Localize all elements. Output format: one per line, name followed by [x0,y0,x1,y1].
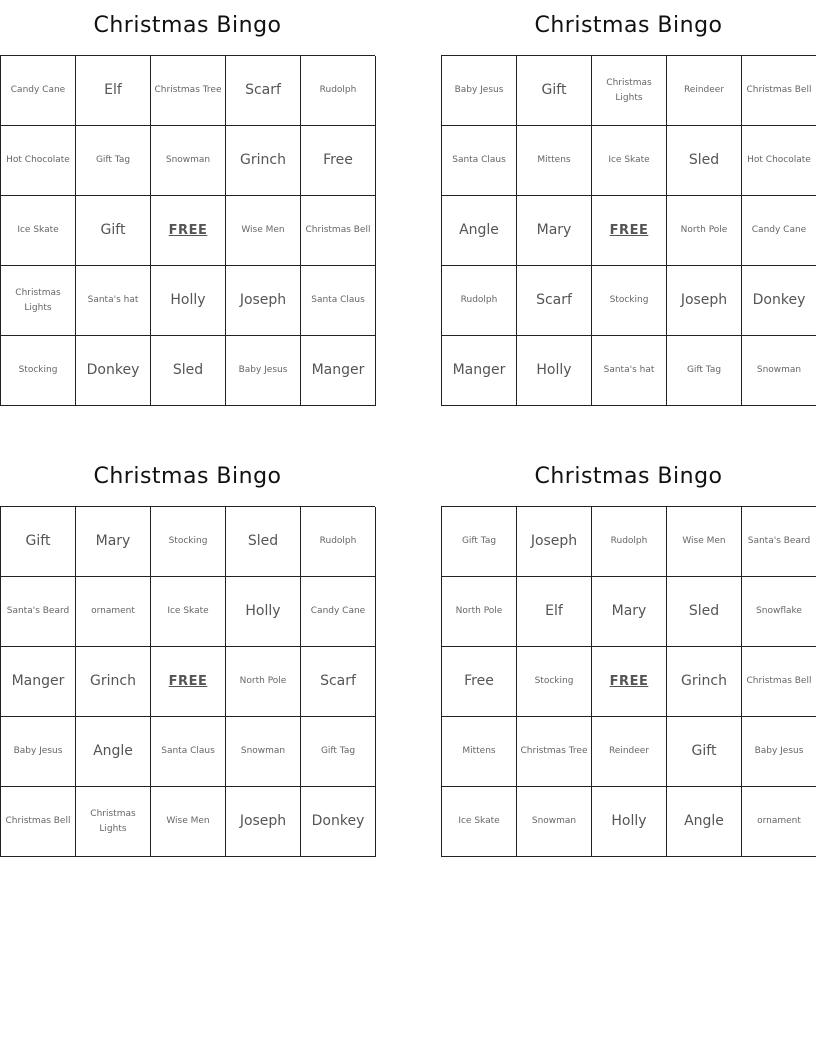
bingo-cell: Angle [667,787,742,857]
free-space-cell: FREE [151,647,226,717]
bingo-cell: Mary [517,196,592,266]
bingo-cell: Joseph [517,507,592,577]
bingo-cell: Stocking [592,266,667,336]
bingo-card-3 [0,451,375,857]
card-title: Christmas Bingo [93,464,282,489]
bingo-cell: Ice Skate [151,577,226,647]
bingo-cell: Reindeer [667,56,742,126]
bingo-cell: Snowflake [742,577,816,647]
bingo-cell: Christmas Bell [1,787,76,857]
bingo-cell: Christmas Tree [517,717,592,787]
bingo-cell: Sled [667,577,742,647]
bingo-cell: Holly [517,336,592,406]
bingo-cell: Gift [1,507,76,577]
bingo-cell: Ice Skate [1,196,76,266]
bingo-cell: Christmas Lights [76,787,151,857]
bingo-cell: Candy Cane [742,196,816,266]
bingo-cell: Gift [517,56,592,126]
bingo-cell: Sled [151,336,226,406]
bingo-cell: Stocking [1,336,76,406]
bingo-cell: Rudolph [301,56,376,126]
bingo-cell: Mary [592,577,667,647]
bingo-cell: North Pole [442,577,517,647]
bingo-cell: Santa Claus [151,717,226,787]
bingo-cell: Gift Tag [667,336,742,406]
bingo-cell: Rudolph [442,266,517,336]
bingo-cell: Christmas Bell [742,56,816,126]
bingo-cell: Snowman [226,717,301,787]
bingo-cell: Scarf [226,56,301,126]
bingo-cell: Donkey [742,266,816,336]
free-space-cell: FREE [151,196,226,266]
bingo-cell: Mary [76,507,151,577]
bingo-cell: Snowman [151,126,226,196]
bingo-cell: Snowman [742,336,816,406]
bingo-cell: Santa's Beard [1,577,76,647]
bingo-cell: Gift Tag [442,507,517,577]
bingo-cell: Christmas Tree [151,56,226,126]
bingo-cell: Christmas Bell [742,647,816,717]
bingo-cell: Holly [226,577,301,647]
bingo-cell: Christmas Lights [1,266,76,336]
bingo-cell: Gift Tag [76,126,151,196]
bingo-cell: Baby Jesus [1,717,76,787]
bingo-cell: Christmas Bell [301,196,376,266]
bingo-cell: Mittens [517,126,592,196]
free-space-cell: FREE [592,647,667,717]
bingo-cell: Ice Skate [442,787,517,857]
bingo-cell: Joseph [226,266,301,336]
bingo-grid [441,506,816,857]
bingo-cell: Wise Men [151,787,226,857]
bingo-cell: Angle [76,717,151,787]
bingo-cell: Santa's hat [76,266,151,336]
bingo-cell: Gift [667,717,742,787]
free-space-cell: FREE [592,196,667,266]
bingo-grid [441,55,816,406]
bingo-cell: Elf [517,577,592,647]
bingo-cell: Santa's Beard [742,507,816,577]
card-title: Christmas Bingo [534,13,723,38]
bingo-cell: Candy Cane [301,577,376,647]
bingo-cell: Baby Jesus [742,717,816,787]
bingo-cell: Donkey [76,336,151,406]
bingo-cell: Donkey [301,787,376,857]
bingo-cell: Stocking [517,647,592,717]
bingo-cell: Wise Men [226,196,301,266]
bingo-cell: Santa's hat [592,336,667,406]
bingo-cell: Santa Claus [301,266,376,336]
bingo-cell: Christmas Lights [592,56,667,126]
bingo-cell: Baby Jesus [226,336,301,406]
bingo-cell: Baby Jesus [442,56,517,126]
bingo-cell: Grinch [76,647,151,717]
bingo-cell: Manger [442,336,517,406]
bingo-cell: Grinch [226,126,301,196]
card-title: Christmas Bingo [93,13,282,38]
bingo-grid [0,506,375,857]
bingo-cell: Scarf [301,647,376,717]
bingo-cell: Gift [76,196,151,266]
bingo-cell: Sled [667,126,742,196]
bingo-card-1 [0,0,375,406]
bingo-cell: Manger [301,336,376,406]
bingo-cell: Free [442,647,517,717]
bingo-cell: Free [301,126,376,196]
bingo-card-2 [441,0,816,406]
bingo-cell: Sled [226,507,301,577]
bingo-cell: Rudolph [592,507,667,577]
bingo-cell: Hot Chocolate [1,126,76,196]
bingo-cell: Stocking [151,507,226,577]
bingo-cell: Angle [442,196,517,266]
bingo-cell: Manger [1,647,76,717]
bingo-cell: Rudolph [301,507,376,577]
bingo-cell: Holly [151,266,226,336]
bingo-cell: North Pole [667,196,742,266]
bingo-cell: Snowman [517,787,592,857]
bingo-cell: Hot Chocolate [742,126,816,196]
bingo-cell: Grinch [667,647,742,717]
bingo-cell: ornament [742,787,816,857]
bingo-cell: ornament [76,577,151,647]
bingo-grid [0,55,375,406]
bingo-cell: Joseph [226,787,301,857]
bingo-cell: Holly [592,787,667,857]
bingo-cell: Wise Men [667,507,742,577]
card-title: Christmas Bingo [534,464,723,489]
bingo-cell: Ice Skate [592,126,667,196]
bingo-cell: Elf [76,56,151,126]
bingo-cell: Joseph [667,266,742,336]
bingo-cell: Scarf [517,266,592,336]
bingo-card-4 [441,451,816,857]
bingo-cell: Mittens [442,717,517,787]
bingo-cell: Reindeer [592,717,667,787]
bingo-cell: North Pole [226,647,301,717]
bingo-cell: Candy Cane [1,56,76,126]
bingo-cell: Santa Claus [442,126,517,196]
bingo-cell: Gift Tag [301,717,376,787]
